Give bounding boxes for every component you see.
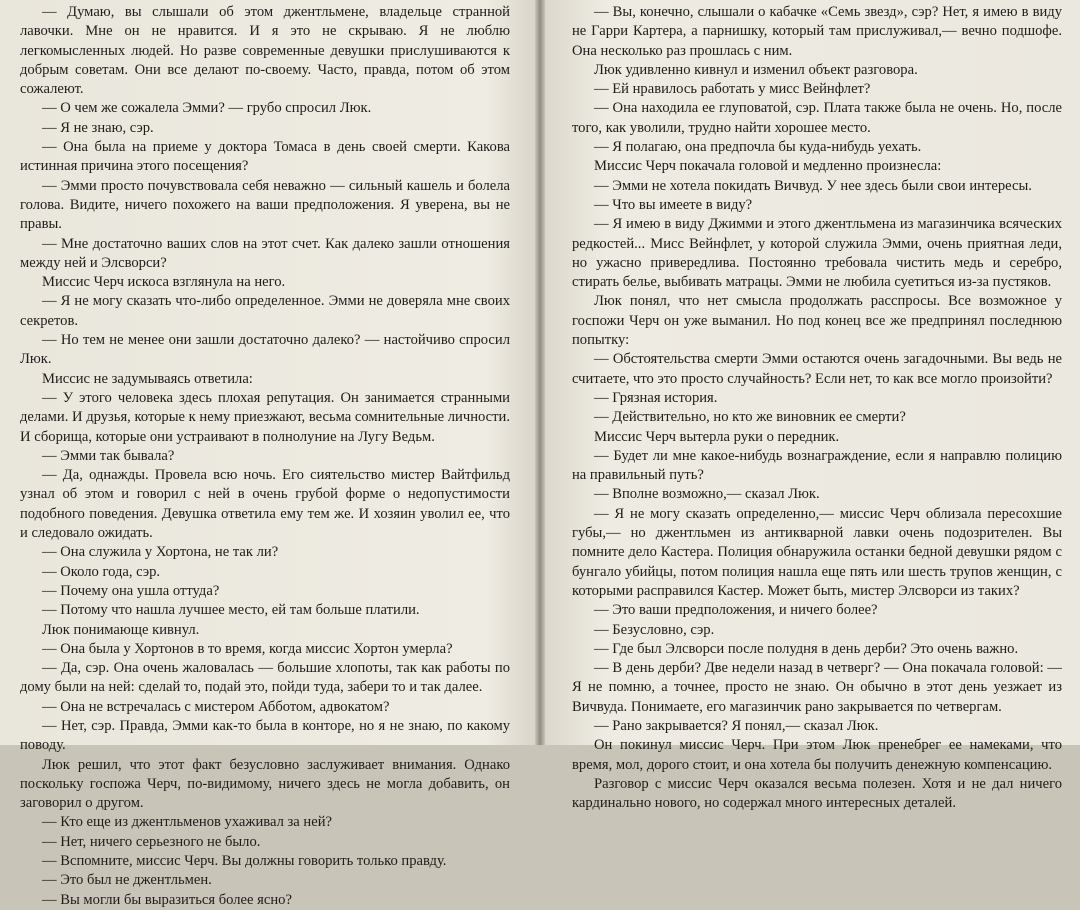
paragraph: — Нет, сэр. Правда, Эмми как-то была в конторе, но я не знаю, по какому поводу. xyxy=(20,717,510,754)
paragraph: — Она не встречалась с мистером Абботом, адвокатом? xyxy=(42,698,390,715)
paragraph: — Эмми так бывала? xyxy=(42,447,175,464)
book-gutter xyxy=(535,0,545,745)
paragraph: Он покинул миссис Черч. При этом Люк пренебрег ее намеками, что время, мол, дорого стоит, и она хотела бы получить денежную компенсацию. xyxy=(572,737,1062,773)
paragraph: — Я полагаю, она предпочла бы куда-нибудь уехать. xyxy=(594,139,922,156)
paragraph: Миссис Черч покачала головой и медленно произнесла: xyxy=(594,158,942,175)
paragraph: Люк понял, что нет смысла продолжать расспросы. Все возможное у госпожи Черч он уже выманил. Но под конец все же предпринял последнюю попытку: xyxy=(572,293,1062,349)
paragraph: — Действительно, но кто же виновник ее смерти? xyxy=(594,409,906,426)
paragraph: Миссис не задумываясь ответила: xyxy=(42,370,253,387)
paragraph: — Почему она ушла оттуда? xyxy=(42,582,220,599)
paragraph: — Грязная история. xyxy=(594,389,718,406)
paragraph: Люк понимающе кивнул. xyxy=(42,621,200,638)
paragraph: Миссис Черч вытерла руки о передник. xyxy=(594,428,840,445)
paragraph: — Это был не джентльмен. xyxy=(42,872,212,889)
right-page xyxy=(550,0,1080,812)
paragraph: — Это ваши предположения, и ничего более? xyxy=(594,602,878,619)
paragraph: — Вспомните, миссис Черч. Вы должны говорить только правду. xyxy=(42,853,447,870)
paragraph: — Я не знаю, сэр. xyxy=(42,119,154,136)
paragraph: — Но тем не менее они зашли достаточно далеко? — настойчиво спросил Люк. xyxy=(20,332,510,368)
paragraph: — Мне достаточно ваших слов на этот счет. Как далеко зашли отношения между ней и Элсворси? xyxy=(20,235,510,271)
paragraph: — Рано закрывается? Я понял,— сказал Люк. xyxy=(594,717,879,734)
paragraph: — Безусловно, сэр. xyxy=(594,621,715,638)
paragraph: — Эмми не хотела покидать Вичвуд. У нее здесь были свои интересы. xyxy=(594,177,1032,194)
paragraph: Разговор с миссис Черч оказался весьма полезен. Хотя и не дал ничего кардинально нового, но содержал много интересных деталей. xyxy=(572,775,1062,812)
paragraph: — Около года, сэр. xyxy=(42,563,161,580)
paragraph: — О чем же сожалела Эмми? — грубо спросил Люк. xyxy=(42,100,372,117)
paragraph: — Я не могу сказать определенно,— миссис Черч облизала пересохшие губы,— но джентльмен из антикварной лавки очень подозрителен. Вы помните дело Кастера. Полиция обнаружила останки бедной девушки рядом с бунгало убийцы, потом полиция нашла еще пять или шесть трупов женщин, с которыми расправился Кастер. Может быть, мистер Элсворси из таких? xyxy=(572,505,1062,599)
paragraph: Люк решил, что этот факт безусловно заслуживает внимания. Однако поскольку госпожа Черч, по-видимому, ничего здесь не могла добавить, он заговорил о другом. xyxy=(20,756,510,812)
left-page xyxy=(0,0,530,908)
paragraph: — Ей нравилось работать у мисс Вейнфлет? xyxy=(594,81,871,98)
paragraph: — Что вы имеете в виду? xyxy=(594,196,753,213)
paragraph: — Она была на приеме у доктора Томаса в день своей смерти. Какова истинная причина этого посещения? xyxy=(20,139,510,175)
paragraph: — Вы могли бы выразиться более ясно? xyxy=(42,891,292,908)
paragraph: — Вы, конечно, слышали о кабачке «Семь звезд», сэр? Нет, я имею в виду не Гарри Картера, а парнишку, который там прислуживал,— вечно подшофе. Она несколько раз прошлась с ним. xyxy=(572,4,1062,59)
paragraph: — Эмми просто почувствовала себя неважно — сильный кашель и болела голова. Видите, ничего похожего на ваши предположения. Я уверена, вы не правы. xyxy=(20,177,510,233)
paragraph: — Она была у Хортонов в то время, когда миссис Хортон умерла? xyxy=(42,640,453,657)
paragraph: — Кто еще из джентльменов ухаживал за ней? xyxy=(42,814,333,831)
paragraph: Миссис Черч искоса взглянула на него. xyxy=(42,274,286,291)
paragraph: — Я имею в виду Джимми и этого джентльмена из магазинчика всяческих редкостей... Мисс Вейнфлет, у которой служила Эмми, очень приятная леди, но ужасно привередлива. Постоянно требовала чистить медь и серебро, стирать белье, выбивать матрацы. Эмми не любила суетиться из-за пустяков. xyxy=(572,216,1062,291)
paragraph: Люк удивленно кивнул и изменил объект разговора. xyxy=(594,61,918,78)
paragraph: — Будет ли мне какое-нибудь вознаграждение, если я направлю полицию на правильный путь? xyxy=(572,447,1062,484)
paragraph: — Нет, ничего серьезного не было. xyxy=(42,833,261,850)
paragraph: — Да, однажды. Провела всю ночь. Его сиятельство мистер Вайтфильд узнал об этом и говорил с ней в очень грубой форме о недопустимости подобного поведения. Девушка ответила ему тем же. И хозяин уволил ее, что и следовало ожидать. xyxy=(20,467,510,542)
paragraph: — Потому что нашла лучшее место, ей там больше платили. xyxy=(42,602,420,619)
paragraph: — В день дерби? Две недели назад в четверг? — Она покачала головой: — Я не помню, а точнее, просто не знаю. Он обычно в этот день уезжает из Вичвуда. Понимаете, его магазинчик рано закрывается по четвергам. xyxy=(572,660,1062,715)
paragraph: — Да, сэр. Она очень жаловалась — большие хлопоты, так как работы по дому были на ней: сделай то, подай это, пойди туда, забери то и так далее. xyxy=(20,660,510,696)
paragraph: — Вполне возможно,— сказал Люк. xyxy=(594,486,820,503)
paragraph: — Думаю, вы слышали об этом джентльмене, владельце странной лавочки. Мне он не нравится. И я это не скрываю. Я не люблю легкомысленных людей. Но разве современные девушки прислушиваются к добрым советам. Они все делают по-своему. Часто, правда, потом об этом сожалеют. xyxy=(20,4,510,98)
paragraph: — Где был Элсворси после полудня в день дерби? Это очень важно. xyxy=(594,640,1019,657)
paragraph: — У этого человека здесь плохая репутация. Он занимается странными делами. И друзья, которые к нему приезжают, весьма сомнительные личности. И сборища, которые они устраивают в полнолуние на Лугу Ведьм. xyxy=(20,389,510,445)
paragraph: — Обстоятельства смерти Эмми остаются очень загадочными. Вы ведь не считаете, что это просто случайность? Если нет, то как все могло произойти? xyxy=(572,351,1062,387)
paragraph: — Она служила у Хортона, не так ли? xyxy=(42,544,279,561)
paragraph: — Я не могу сказать что-либо определенное. Эмми не доверяла мне своих секретов. xyxy=(20,293,510,329)
paragraph: — Она находила ее глуповатой, сэр. Плата также была не очень. Но, после того, как уволили, трудно найти хорошее место. xyxy=(572,100,1062,136)
